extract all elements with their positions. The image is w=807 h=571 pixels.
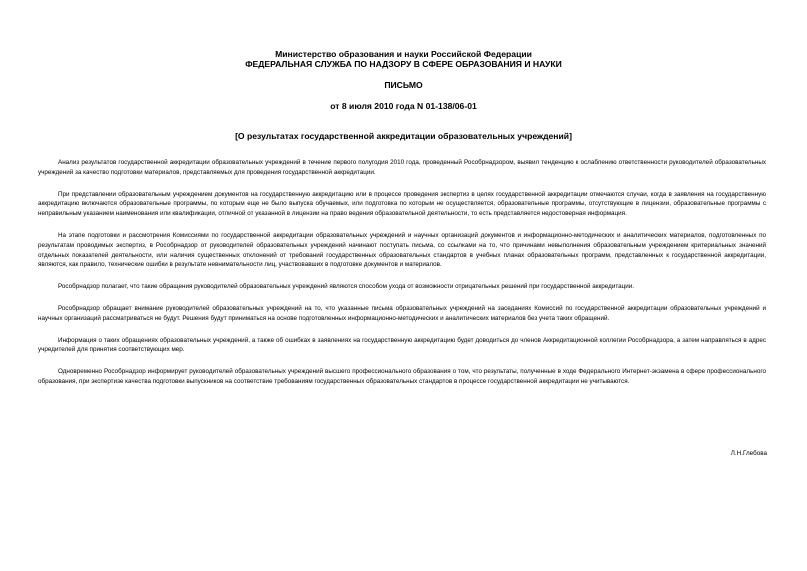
signature: Л.Н.Глебова: [730, 450, 767, 457]
paragraph: Рособрнадзор полагает, что такие обращения руководителей образовательных учреждений являются способом ухода от возможности отрицательных решений при государственной аккредитации.: [58, 283, 635, 291]
paragraph: На этапе подготовки и рассмотрения Комиссиями по государственной аккредитации образовательных учреждений и научных организаций документов и информационно-методических и аналитических материалов, подготовленных по результатам проводимых экспертиз, в Рособрнадзор от руководителей образовательных учреждений начинают поступать письма, со ссылками на то, что причинами невыполнения образовательным учреждением критериальных значений отдельных показателей деятельности, или наличия существенных отклонений от требований государственных образовательных стандартов в учебных планах образовательных программ, представленных к государственной аккредитации, являются, как правило, технические ошибки в результате невнимательности лиц, участвовавших в подготовке документов и материалов.: [38, 231, 766, 269]
paragraph: Анализ результатов государственной аккредитации образовательных учреждений в течение первого полугодия 2010 года, проведенный Рособрнадзором, выявил тенденцию к ослаблению ответственности руководителей образовательных учреждений за качество подготовки материалов, представляемых для проведения государственной аккредитации.: [38, 159, 766, 176]
paragraph: При представлении образовательным учреждением документов на государственную аккредитацию или в процессе проведения экспертиз в целях государственной аккредитации отмечаются случаи, когда в заявления на государственную аккредитацию включаются образовательные программы, по которым еще не было выпуска обучаемых, или подготовка по которым не осуществляется, образовательные программы, отсутствующие в лицензии, образовательные программы с неправильным указанием наименования или квалификации, отличной от указанной в лицензии на право ведения образовательной деятельности, то есть представляется недостоверная информация.: [38, 190, 766, 218]
document-subject: [О результатах государственной аккредитации образовательных учреждений]: [235, 131, 572, 141]
document-type: ПИСЬМО: [384, 80, 423, 90]
ministry-name: Министерство образования и науки Российской Федерации: [275, 49, 532, 59]
service-name: ФЕДЕРАЛЬНАЯ СЛУЖБА ПО НАДЗОРУ В СФЕРЕ ОБРАЗОВАНИЯ И НАУКИ: [245, 59, 562, 69]
document-date-number: от 8 июля 2010 года N 01-138/06-01: [330, 101, 477, 111]
paragraph: Одновременно Рособрнадзор информирует руководителей образовательных учреждений высшего профессионального образования о том, что результаты, полученные в ходе Федерального Интернет-экзамена в сфере профессионального образования, при экспертизе качества подготовки выпускников на соответствие требованиям государственных образовательных стандартов в процессе государственной аккредитации не учитываются.: [38, 368, 766, 385]
paragraph: Рособрнадзор обращает внимание руководителей образовательных учреждений на то, что указанные письма образовательных учреждений на заседаниях Комиссий по государственной аккредитации образовательных учреждений и научных организаций рассматриваться не будут. Решения будут приниматься на основе подготовленных информационно-методических и аналитических материалов без учета таких обращений.: [38, 304, 766, 322]
paragraph: Информация о таких обращениях образовательных учреждений, а также об ошибках в заявлениях на государственную аккредитацию будет доводиться до членов Аккредитационной коллегии Рособрнадзора, а затем направляться в адрес учредителей для принятия соответствующих мер.: [38, 336, 766, 354]
document-body: [38, 158, 766, 399]
